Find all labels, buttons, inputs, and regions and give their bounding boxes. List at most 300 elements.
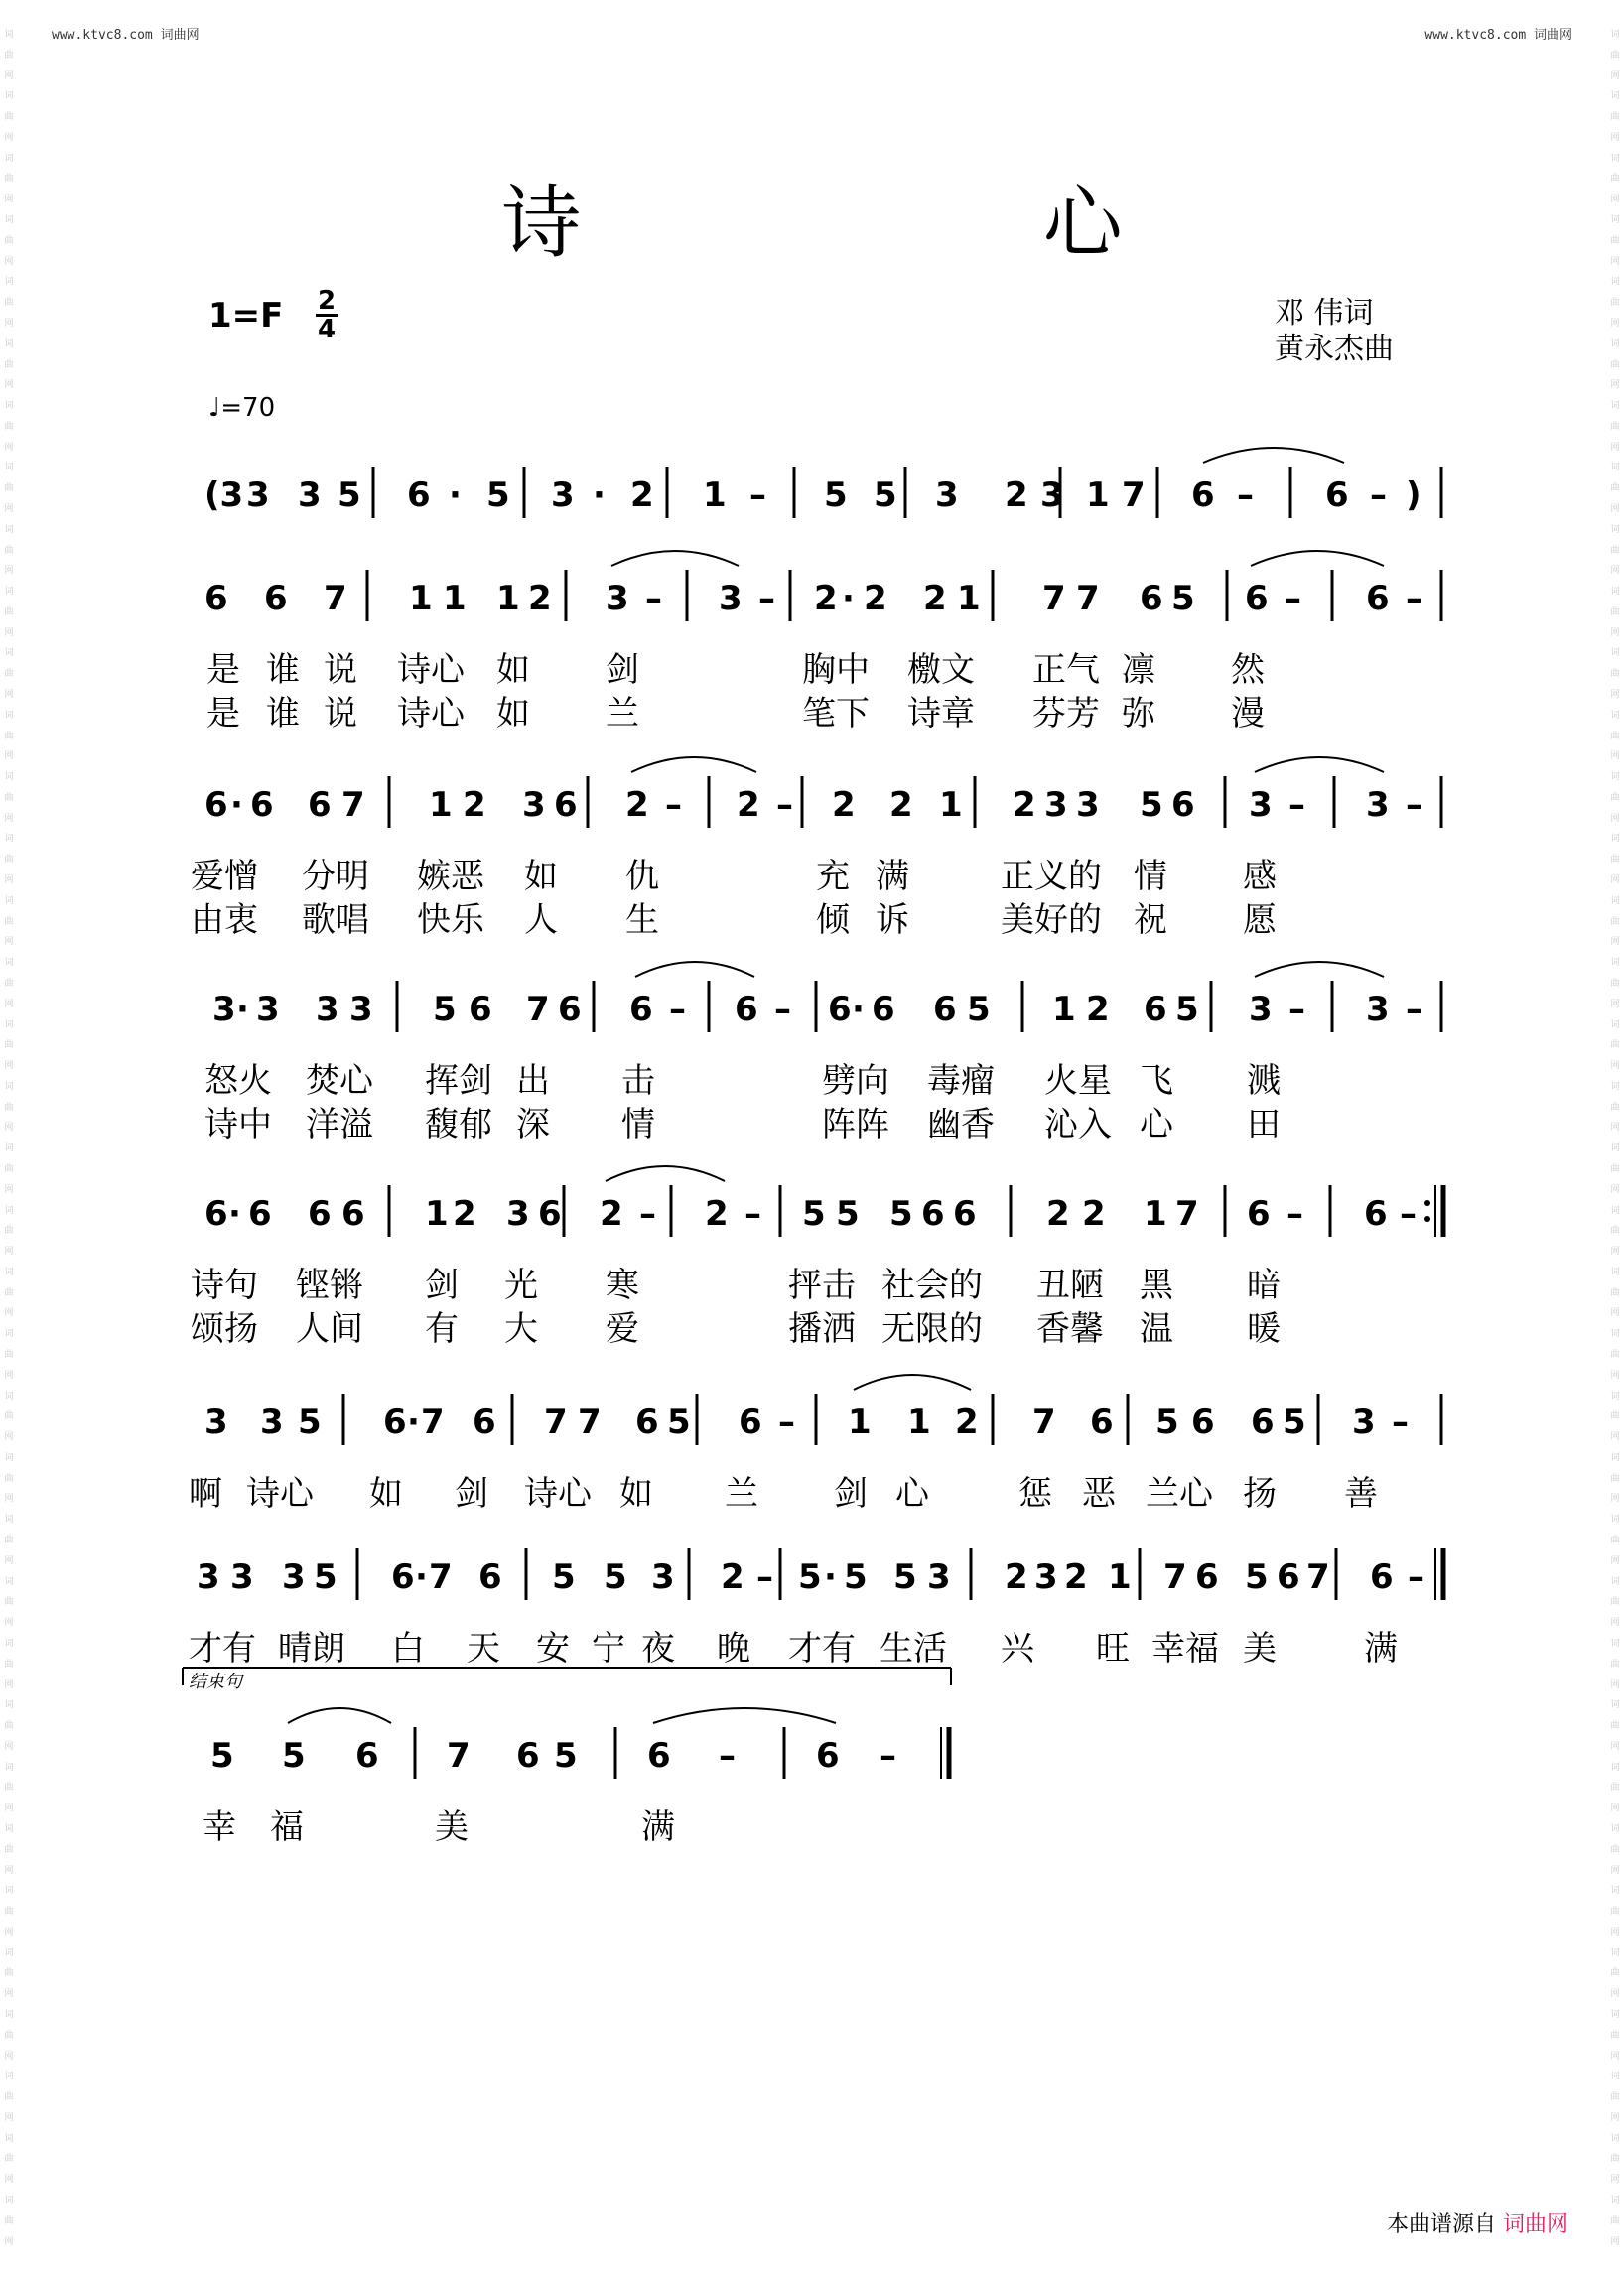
note-0-22: –: [1370, 475, 1387, 515]
note-5-10: 5: [667, 1403, 691, 1442]
watermark-char: 词: [4, 277, 14, 288]
watermark-char: 网: [4, 318, 14, 329]
note-5-23: –: [1392, 1403, 1409, 1442]
lyric-5-6: 兰: [725, 1474, 758, 1514]
note-2-11: 2: [737, 785, 760, 825]
watermark-char: 词: [1610, 1576, 1620, 1587]
lyric-4-6: 社会的: [881, 1266, 983, 1305]
note-5-20: 6: [1251, 1403, 1275, 1442]
watermark-char: 网: [4, 1927, 14, 1938]
note-7-1: 5: [282, 1736, 306, 1776]
watermark-char: 曲: [4, 978, 14, 989]
note-6-5: ·: [415, 1557, 428, 1597]
note-1-16: 7: [1042, 579, 1066, 618]
watermark-char: 网: [1610, 256, 1620, 267]
tie-arc: [288, 1708, 391, 1723]
watermark-char: 词: [1610, 1638, 1620, 1649]
note-3-3: 3: [316, 990, 339, 1029]
lyricist-credit: 邓 伟词: [1275, 296, 1374, 331]
watermark-char: 网: [4, 2175, 14, 2186]
watermark-char: 曲: [4, 1411, 14, 1422]
lyric-6-2: 白: [391, 1629, 425, 1669]
watermark-char: 曲: [1610, 606, 1620, 617]
watermark-char: 曲: [4, 855, 14, 866]
note-3-17: 5: [967, 990, 991, 1029]
watermark-char: 词: [4, 710, 14, 721]
note-0-18: 7: [1122, 475, 1146, 515]
note-5-11: 6: [739, 1403, 762, 1442]
lyric-6-3: 天: [467, 1629, 500, 1669]
header-site-right[interactable]: www.ktvc8.com 词曲网: [1424, 28, 1572, 43]
note-2-18: 3: [1076, 785, 1100, 825]
note-6-18: 2: [1005, 1557, 1028, 1597]
watermark-char: 曲: [4, 483, 14, 494]
note-5-8: 7: [578, 1403, 602, 1442]
watermark-char: 网: [4, 1123, 14, 1134]
note-7-0: 5: [210, 1736, 234, 1776]
lyric-1-6: 胸中: [802, 650, 870, 690]
note-3-9: 6: [629, 990, 653, 1029]
watermark-char: 曲: [1610, 855, 1620, 866]
note-0-16: 3: [1040, 475, 1064, 515]
lyric2-4-9: 暖: [1247, 1309, 1281, 1349]
watermark-char: 词: [4, 338, 14, 349]
note-3-10: –: [669, 990, 686, 1029]
note-6-16: 5: [893, 1557, 917, 1597]
watermark-char: 词: [1610, 587, 1620, 598]
note-3-11: 6: [735, 990, 758, 1029]
note-5-3: 6: [383, 1403, 407, 1442]
lyric-6-1: 晴朗: [278, 1629, 345, 1669]
watermark-char: 曲: [1610, 112, 1620, 123]
watermark-char: 曲: [4, 545, 14, 556]
note-2-6: 2: [463, 785, 486, 825]
note-1-13: 2: [864, 579, 887, 618]
footer-site-link[interactable]: 词曲网: [1502, 2212, 1568, 2237]
note-3-13: 6: [828, 990, 852, 1029]
lyric-2-0: 爱憎: [191, 857, 258, 896]
lyric-2-3: 如: [524, 857, 558, 896]
watermark-char: 词: [4, 1143, 14, 1154]
repeat-dot: [1424, 1200, 1430, 1206]
watermark-char: 曲: [4, 1163, 14, 1174]
watermark-char: 词: [4, 1391, 14, 1402]
watermark-char: 词: [4, 895, 14, 906]
lyric2-1-6: 笔下: [802, 694, 870, 734]
watermark-char: 网: [1610, 1370, 1620, 1381]
watermark-char: 网: [1610, 380, 1620, 391]
note-6-28: –: [1408, 1557, 1424, 1597]
watermark-char: 词: [1610, 772, 1620, 783]
watermark-char: 曲: [4, 1350, 14, 1360]
watermark-char: 网: [1610, 2051, 1620, 2062]
note-6-27: 6: [1370, 1557, 1394, 1597]
note-6-17: 3: [927, 1557, 951, 1597]
note-0-1: 3: [246, 475, 270, 515]
note-6-13: 5: [798, 1557, 822, 1597]
lyric2-1-9: 弥: [1122, 694, 1155, 734]
lyric2-2-4: 生: [625, 900, 659, 940]
watermark-char: 网: [4, 2051, 14, 2062]
watermark-char: 网: [1610, 2236, 1620, 2247]
note-4-14: 5: [836, 1194, 860, 1234]
watermark-char: 网: [4, 1308, 14, 1319]
note-1-11: 2: [814, 579, 838, 618]
watermark-char: 词: [1610, 1205, 1620, 1216]
note-2-24: –: [1406, 785, 1422, 825]
watermark-char: 词: [1610, 895, 1620, 906]
watermark-char: 网: [4, 2236, 14, 2247]
watermark-char: 网: [4, 2112, 14, 2123]
note-3-5: 5: [433, 990, 457, 1029]
note-4-5: 1: [425, 1194, 449, 1234]
watermark-char: 网: [1610, 1494, 1620, 1505]
note-2-7: 3: [522, 785, 546, 825]
note-3-6: 6: [469, 990, 492, 1029]
watermark-char: 词: [4, 1762, 14, 1773]
watermark-char: 词: [4, 91, 14, 102]
lyric-4-7: 丑陋: [1036, 1266, 1104, 1305]
watermark-char: 词: [1610, 2133, 1620, 2144]
lyric-6-13: 美: [1243, 1629, 1277, 1669]
note-4-7: 3: [506, 1194, 530, 1234]
watermark-char: 曲: [4, 669, 14, 680]
watermark-char: 曲: [1610, 359, 1620, 370]
lyric-2-1: 分明: [302, 857, 369, 896]
watermark-char: 词: [4, 1947, 14, 1958]
watermark-char: 网: [4, 566, 14, 577]
header-site-left[interactable]: www.ktvc8.com 词曲网: [52, 28, 200, 43]
note-5-4: ·: [407, 1403, 420, 1442]
note-4-17: 6: [953, 1194, 977, 1234]
note-0-6: 5: [486, 475, 510, 515]
watermark-char: 网: [1610, 1123, 1620, 1134]
lyric-6-8: 才有: [788, 1629, 856, 1669]
watermark-char: 词: [4, 1886, 14, 1897]
watermark-char: 曲: [4, 606, 14, 617]
note-6-11: 2: [721, 1557, 744, 1597]
watermark-char: 曲: [1610, 298, 1620, 309]
note-6-23: 6: [1195, 1557, 1219, 1597]
note-3-0: 3: [212, 990, 236, 1029]
note-2-20: 6: [1171, 785, 1195, 825]
watermark-char: 曲: [1610, 1040, 1620, 1051]
lyric-2-9: 感: [1243, 857, 1277, 896]
watermark-char: 曲: [4, 421, 14, 432]
watermark-char: 网: [1610, 1247, 1620, 1258]
watermark-char: 曲: [1610, 1659, 1620, 1670]
lyric2-1-1: 谁: [266, 694, 300, 734]
lyric2-1-8: 芬芳: [1032, 694, 1100, 734]
lyric2-4-5: 播洒: [788, 1309, 856, 1349]
note-5-2: 5: [298, 1403, 322, 1442]
lyric-7-0: 幸: [203, 1808, 236, 1847]
watermark-char: 曲: [1610, 1783, 1620, 1794]
note-4-24: 6: [1364, 1194, 1388, 1234]
watermark-char: 词: [1610, 91, 1620, 102]
note-0-2: 3: [298, 475, 322, 515]
note-6-24: 5: [1245, 1557, 1269, 1597]
note-0-4: 6: [407, 475, 431, 515]
note-0-15: 2: [1005, 475, 1028, 515]
watermark-char: 网: [1610, 937, 1620, 948]
lyric2-3-7: 沁入: [1044, 1105, 1112, 1144]
watermark-char: 曲: [1610, 2154, 1620, 2165]
note-3-1: ·: [236, 990, 249, 1029]
note-4-20: 1: [1144, 1194, 1167, 1234]
watermark-char: 网: [1610, 751, 1620, 762]
watermark-char: 曲: [1610, 2092, 1620, 2103]
note-1-21: –: [1285, 579, 1301, 618]
lyric-4-9: 暗: [1247, 1266, 1281, 1305]
watermark-char: 词: [1610, 215, 1620, 226]
note-6-14: ·: [824, 1557, 837, 1597]
watermark-char: 曲: [4, 2215, 14, 2226]
lyric-2-6: 满: [876, 857, 909, 896]
lyric2-2-8: 祝: [1134, 900, 1167, 940]
watermark-char: 词: [4, 1019, 14, 1030]
note-1-18: 6: [1140, 579, 1163, 618]
note-1-1: 6: [264, 579, 288, 618]
lyric-3-0: 怒火: [204, 1061, 272, 1101]
note-0-14: 3: [935, 475, 959, 515]
lyric2-2-0: 由衷: [191, 900, 258, 940]
repeat-dot: [1424, 1216, 1430, 1222]
note-2-3: 6: [308, 785, 332, 825]
lyric2-4-7: 香馨: [1036, 1309, 1104, 1349]
note-4-22: 6: [1247, 1194, 1271, 1234]
note-5-6: 6: [473, 1403, 496, 1442]
watermark-char: 词: [4, 401, 14, 412]
watermark-char: 曲: [1610, 916, 1620, 927]
lyric2-4-0: 颂扬: [191, 1309, 258, 1349]
watermark-char: 词: [4, 30, 14, 40]
note-2-4: 7: [341, 785, 365, 825]
lyric-1-2: 说: [324, 650, 357, 690]
watermark-char: 词: [1610, 338, 1620, 349]
lyric2-4-6: 无限的: [881, 1309, 983, 1349]
note-6-2: 3: [282, 1557, 306, 1597]
watermark-char: 网: [1610, 627, 1620, 638]
watermark-char: 词: [1610, 1947, 1620, 1958]
lyric2-2-1: 歌唱: [302, 900, 369, 940]
watermark-char: 网: [4, 503, 14, 514]
note-1-12: ·: [842, 579, 855, 618]
lyric-5-3: 剑: [455, 1474, 488, 1514]
note-2-22: –: [1288, 785, 1305, 825]
watermark-char: 曲: [4, 1968, 14, 1979]
watermark-char: 网: [4, 690, 14, 700]
note-4-1: ·: [228, 1194, 241, 1234]
lyric-1-4: 如: [496, 650, 530, 690]
watermark-char: 词: [4, 2133, 14, 2144]
watermark-char: 曲: [4, 298, 14, 309]
watermark-char: 曲: [1610, 792, 1620, 803]
note-1-14: 2: [923, 579, 947, 618]
key-signature: 1=F: [208, 296, 284, 335]
note-4-2: 6: [248, 1194, 272, 1234]
lyric2-3-5: 阵阵: [822, 1105, 889, 1144]
note-2-12: –: [776, 785, 793, 825]
lyric2-1-0: 是: [206, 694, 240, 734]
lyric2-3-6: 幽香: [927, 1105, 995, 1144]
watermark-char: 网: [4, 195, 14, 205]
note-2-2: 6: [250, 785, 274, 825]
note-2-16: 2: [1013, 785, 1036, 825]
note-5-21: 5: [1283, 1403, 1306, 1442]
lyric-1-8: 正气: [1032, 650, 1100, 690]
lyric-6-6: 夜: [641, 1629, 675, 1669]
note-1-15: 1: [957, 579, 981, 618]
note-2-9: 2: [625, 785, 649, 825]
watermark-char: 网: [4, 442, 14, 453]
watermark-char: 网: [4, 1184, 14, 1195]
note-1-20: 6: [1245, 579, 1269, 618]
watermark-char: 网: [1610, 566, 1620, 577]
lyric-7-2: 美: [435, 1808, 469, 1847]
lyric-6-5: 宁: [592, 1629, 625, 1669]
lyric2-3-0: 诗中: [204, 1105, 272, 1144]
watermark-char: 曲: [4, 1102, 14, 1113]
watermark-char: 曲: [4, 2154, 14, 2165]
note-0-10: 1: [703, 475, 727, 515]
lyric-5-2: 如: [369, 1474, 403, 1514]
lyric2-4-4: 爱: [606, 1309, 639, 1349]
watermark-char: 曲: [1610, 50, 1620, 61]
watermark-char: 网: [4, 1618, 14, 1629]
watermark-char: 词: [4, 1515, 14, 1526]
watermark-char: 曲: [1610, 174, 1620, 185]
lyric-1-1: 谁: [266, 650, 300, 690]
note-2-21: 3: [1249, 785, 1273, 825]
time-signature-top: 2: [318, 286, 337, 316]
note-7-9: –: [880, 1736, 896, 1776]
note-6-6: 7: [429, 1557, 453, 1597]
watermark-char: 网: [1610, 442, 1620, 453]
lyric-6-11: 旺: [1096, 1629, 1130, 1669]
note-1-2: 7: [324, 579, 347, 618]
note-5-12: –: [778, 1403, 795, 1442]
watermark-char: 网: [1610, 2112, 1620, 2123]
tie-arc: [611, 551, 739, 566]
note-1-4: 1: [443, 579, 467, 618]
note-0-20: –: [1237, 475, 1254, 515]
watermark-char: 曲: [4, 1597, 14, 1608]
watermark-char: 词: [1610, 1886, 1620, 1897]
note-4-9: 2: [600, 1194, 623, 1234]
watermark-char: 词: [1610, 2010, 1620, 2020]
note-2-15: 1: [939, 785, 963, 825]
watermark-char: 词: [1610, 153, 1620, 164]
watermark-char: 曲: [1610, 1287, 1620, 1298]
lyric-5-13: 善: [1344, 1474, 1378, 1514]
watermark-char: 网: [4, 1989, 14, 2000]
watermark-char: 网: [1610, 503, 1620, 514]
watermark-char: 曲: [1610, 545, 1620, 556]
note-4-13: 5: [802, 1194, 826, 1234]
note-6-22: 7: [1163, 1557, 1187, 1597]
watermark-char: 网: [1610, 1061, 1620, 1072]
watermark-char: 词: [1610, 524, 1620, 535]
lyric-3-8: 飞: [1140, 1061, 1173, 1101]
watermark-char: 曲: [4, 916, 14, 927]
watermark-char: 曲: [1610, 1350, 1620, 1360]
lyric-4-2: 剑: [425, 1266, 459, 1305]
lyric-2-2: 嫉恶: [417, 857, 484, 896]
watermark-char: 网: [4, 1741, 14, 1752]
note-4-10: –: [639, 1194, 656, 1234]
watermark-char: 词: [4, 1329, 14, 1340]
watermark-char: 词: [1610, 1329, 1620, 1340]
watermark-char: 曲: [4, 1287, 14, 1298]
lyric-4-3: 光: [504, 1266, 538, 1305]
note-4-11: 2: [705, 1194, 729, 1234]
watermark-char: 网: [4, 256, 14, 267]
watermark-char: 网: [4, 627, 14, 638]
lyric-7-3: 满: [641, 1808, 675, 1847]
watermark-char: 曲: [4, 359, 14, 370]
note-0-8: ·: [593, 475, 606, 515]
lyric-5-5: 如: [619, 1474, 653, 1514]
note-4-21: 7: [1175, 1194, 1199, 1234]
tie-arc: [1255, 757, 1384, 772]
watermark-char: 词: [4, 1081, 14, 1092]
watermark-char: 词: [1610, 1452, 1620, 1463]
watermark-char: 曲: [4, 1783, 14, 1794]
watermark-char: 网: [4, 813, 14, 824]
lyric-2-8: 情: [1134, 857, 1167, 896]
lyric2-2-7: 美好的: [1001, 900, 1102, 940]
note-5-22: 3: [1352, 1403, 1376, 1442]
watermark-char: 曲: [4, 1721, 14, 1732]
lyric-4-5: 抨击: [788, 1266, 856, 1305]
watermark-char: 网: [4, 70, 14, 81]
note-6-8: 5: [552, 1557, 576, 1597]
note-3-22: 3: [1249, 990, 1273, 1029]
note-6-1: 3: [230, 1557, 254, 1597]
note-7-7: –: [719, 1736, 736, 1776]
lyric-3-3: 出: [516, 1061, 550, 1101]
lyric-6-0: 才有: [189, 1629, 256, 1669]
lyric-5-7: 剑: [834, 1474, 868, 1514]
watermark-char: 曲: [4, 1907, 14, 1918]
watermark-char: 曲: [4, 731, 14, 741]
note-2-17: 3: [1044, 785, 1068, 825]
note-2-19: 5: [1140, 785, 1163, 825]
note-3-25: –: [1406, 990, 1422, 1029]
note-2-5: 1: [429, 785, 453, 825]
watermark-char: 网: [1610, 70, 1620, 81]
note-6-7: 6: [478, 1557, 502, 1597]
lyric2-2-6: 诉: [876, 900, 909, 940]
watermark-char: 曲: [4, 112, 14, 123]
watermark-char: 词: [4, 1638, 14, 1649]
watermark-char: 网: [4, 1432, 14, 1443]
lyric-1-7: 檄文: [907, 650, 975, 690]
lyric-6-14: 满: [1364, 1629, 1398, 1669]
note-7-4: 6: [516, 1736, 540, 1776]
watermark-char: 曲: [1610, 1102, 1620, 1113]
lyric2-1-2: 说: [324, 694, 357, 734]
tempo-marking: ♩=70: [208, 393, 276, 423]
lyric-3-6: 毒瘤: [927, 1061, 995, 1101]
note-3-14: ·: [852, 990, 865, 1029]
note-1-5: 1: [496, 579, 520, 618]
watermark-char: 词: [1610, 1823, 1620, 1834]
note-7-8: 6: [816, 1736, 840, 1776]
watermark-char: 词: [4, 524, 14, 535]
note-5-1: 3: [260, 1403, 284, 1442]
